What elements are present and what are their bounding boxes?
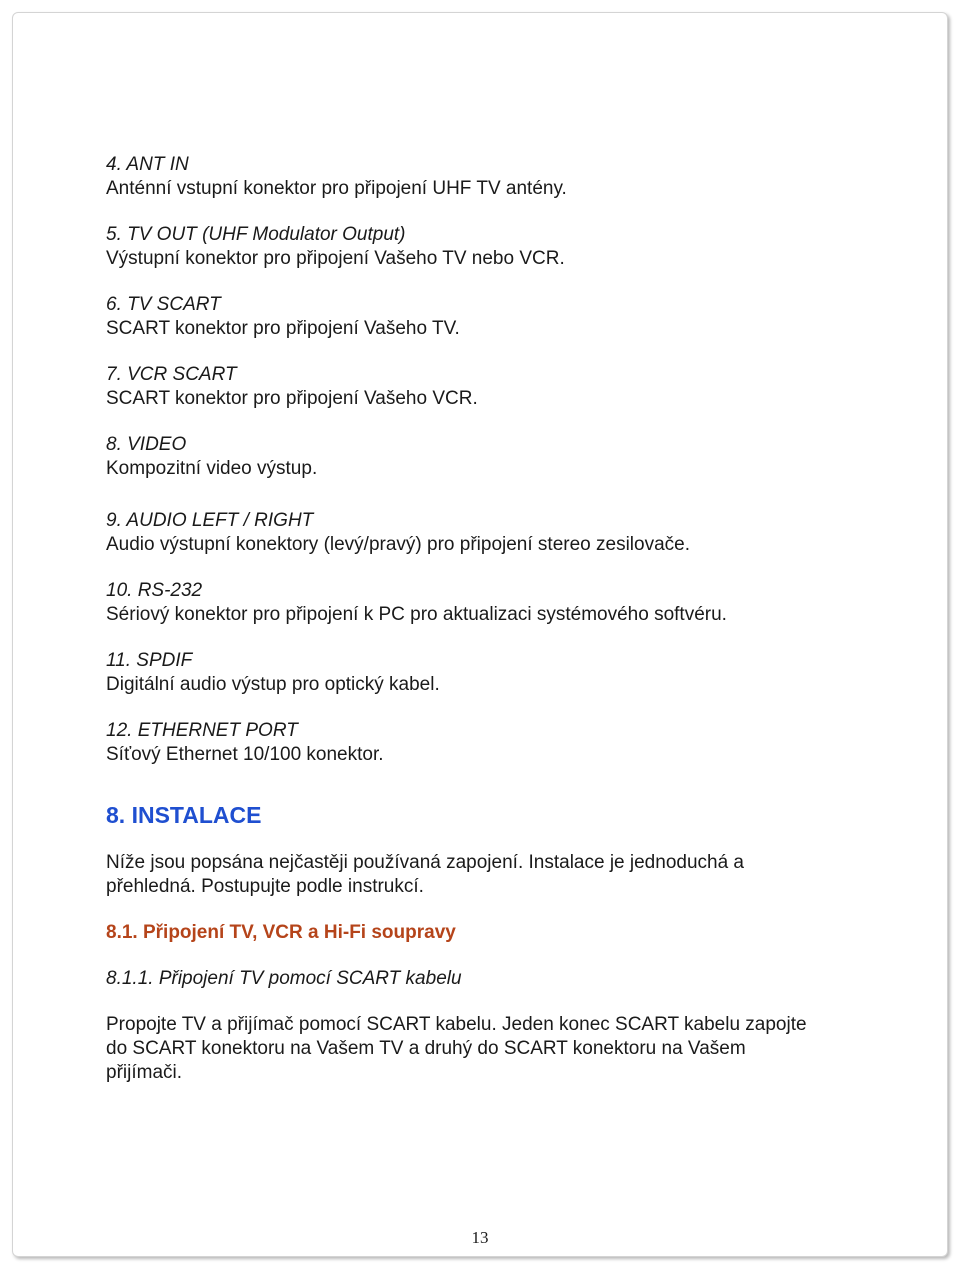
item-description: Sériový konektor pro připojení k PC pro aktualizaci systémového softvéru. bbox=[106, 604, 727, 625]
item-description: Anténní vstupní konektor pro připojení UHF TV antény. bbox=[106, 178, 567, 199]
item-title: 4. ANT IN bbox=[106, 154, 189, 175]
item-description: Digitální audio výstup pro optický kabel. bbox=[106, 674, 440, 695]
item-spdif bbox=[106, 649, 826, 697]
item-description: Síťový Ethernet 10/100 konektor. bbox=[106, 744, 384, 765]
item-vcr-scart bbox=[106, 363, 826, 411]
item-rs232 bbox=[106, 579, 826, 627]
item-video bbox=[106, 433, 826, 481]
item-title: 7. VCR SCART bbox=[106, 364, 237, 385]
page-content bbox=[106, 153, 826, 1107]
page-number: 13 bbox=[471, 1228, 489, 1247]
item-title: 12. ETHERNET PORT bbox=[106, 720, 298, 741]
item-audio bbox=[106, 509, 826, 557]
item-tv-scart bbox=[106, 293, 826, 341]
item-description: Výstupní konektor pro připojení Vašeho TV nebo VCR. bbox=[106, 248, 565, 269]
subsection-heading: 8.1. Připojení TV, VCR a Hi-Fi soupravy bbox=[106, 922, 456, 943]
scart-instructions: Propojte TV a přijímač pomocí SCART kabelu. Jeden konec SCART kabelu zapojte do SCART konektoru na Vašem TV a druhý do SCART konektoru na Vašem přijímači. bbox=[106, 1014, 807, 1083]
item-title: 8. VIDEO bbox=[106, 434, 187, 455]
item-description: Kompozitní video výstup. bbox=[106, 458, 318, 479]
document-page bbox=[12, 12, 948, 1257]
installation-intro: Níže jsou popsána nejčastěji používaná zapojení. Instalace je jednoduchá a přehledná. Postupujte podle instrukcí. bbox=[106, 852, 744, 897]
item-description: SCART konektor pro připojení Vašeho TV. bbox=[106, 318, 460, 339]
item-title: 6. TV SCART bbox=[106, 294, 221, 315]
item-title: 9. AUDIO LEFT / RIGHT bbox=[106, 510, 314, 531]
item-title: 5. TV OUT (UHF Modulator Output) bbox=[106, 224, 406, 245]
item-ethernet bbox=[106, 719, 826, 767]
item-title: 10. RS-232 bbox=[106, 580, 203, 601]
item-description: Audio výstupní konektory (levý/pravý) pro připojení stereo zesilovače. bbox=[106, 534, 690, 555]
item-title: 11. SPDIF bbox=[106, 650, 193, 671]
item-tv-out bbox=[106, 223, 826, 271]
subsubsection-heading: 8.1.1. Připojení TV pomocí SCART kabelu bbox=[106, 968, 462, 989]
item-description: SCART konektor pro připojení Vašeho VCR. bbox=[106, 388, 478, 409]
item-ant-in bbox=[106, 153, 826, 201]
section-heading-installation: 8. INSTALACE bbox=[106, 802, 262, 828]
